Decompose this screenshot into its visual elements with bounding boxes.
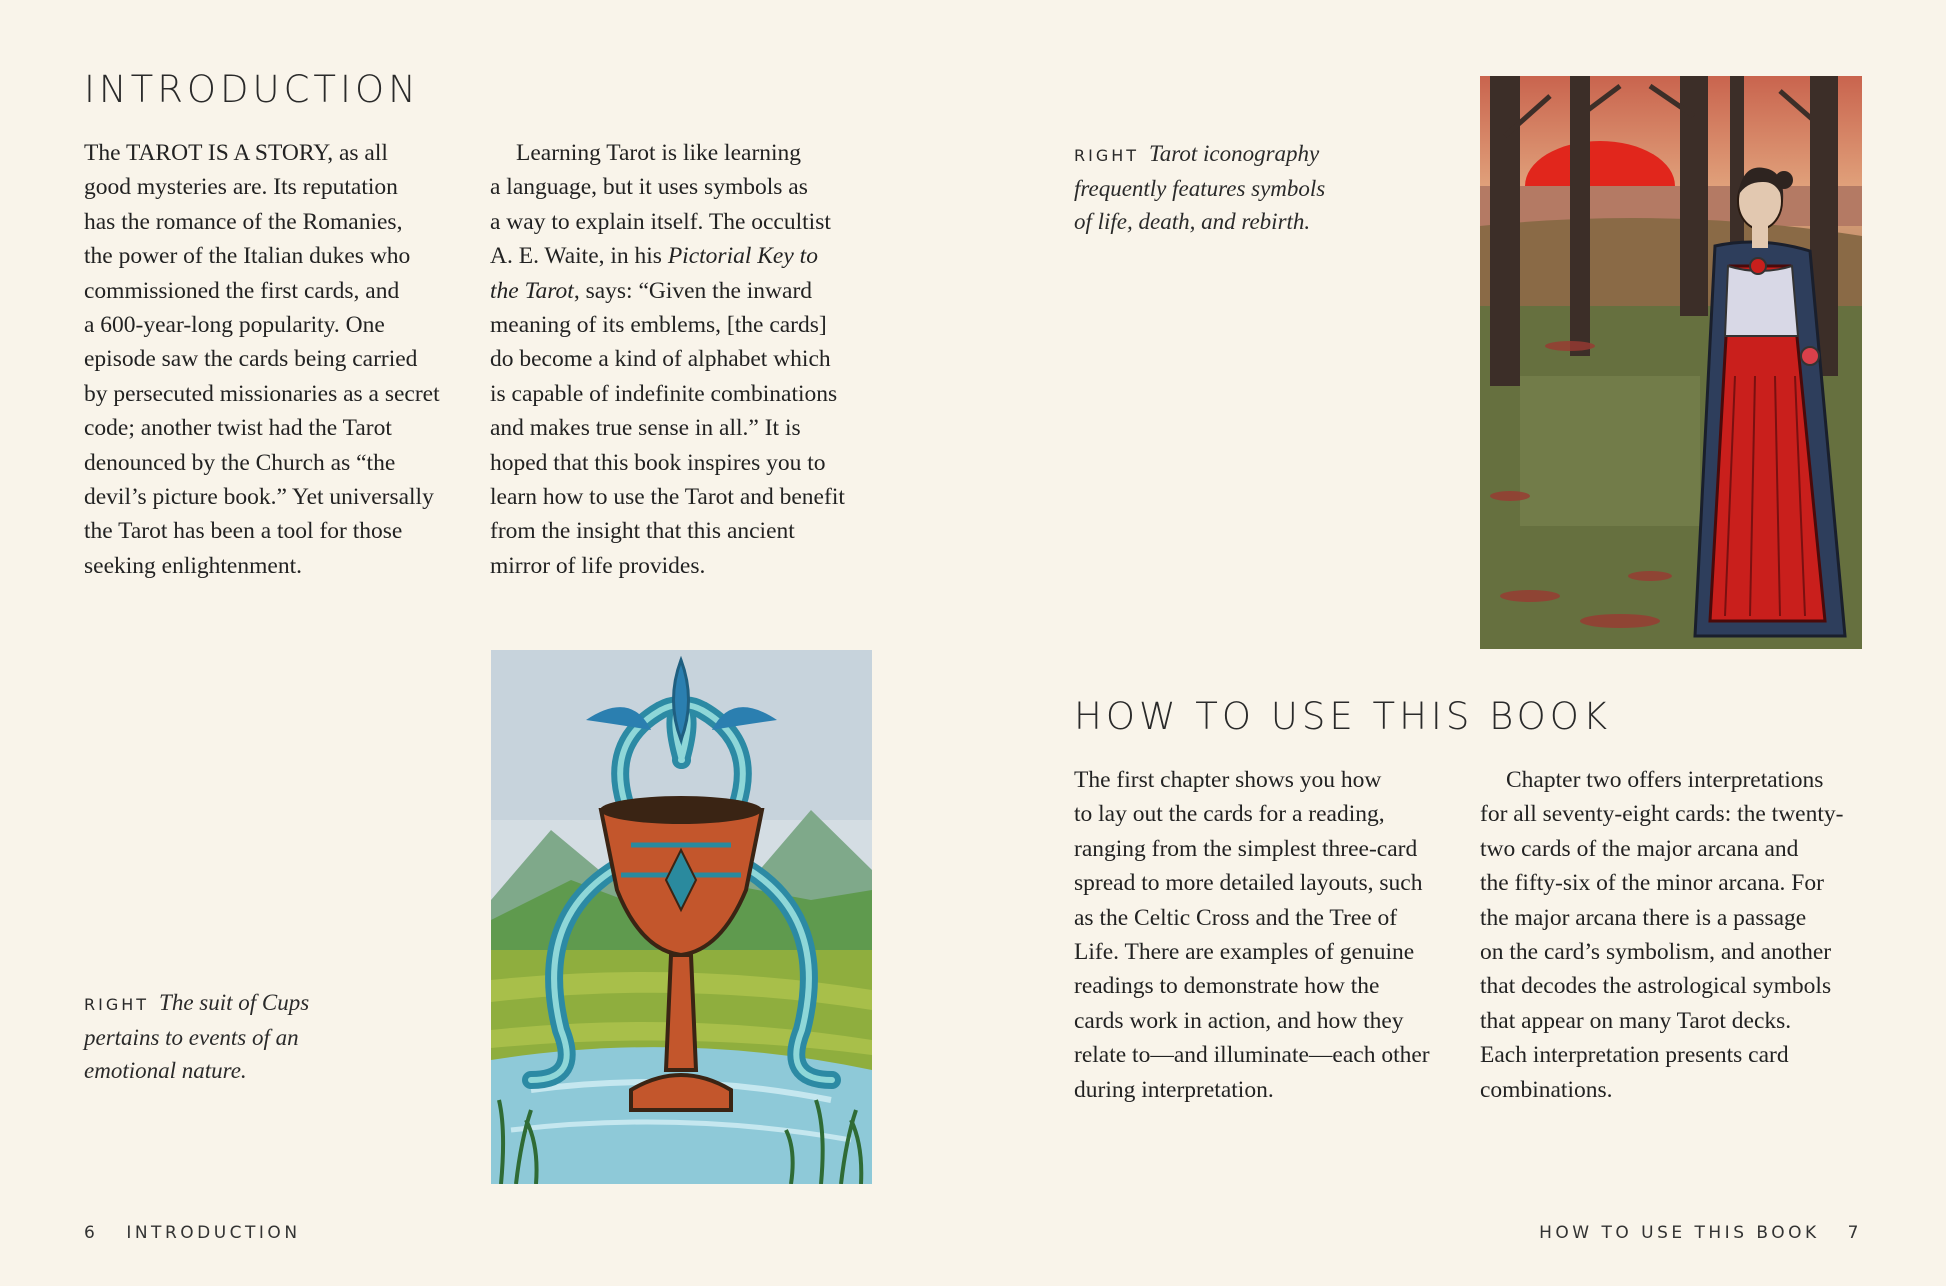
text-line: Learning Tarot is like learning — [516, 140, 802, 166]
text-line: to lay out the cards for a reading, — [1074, 801, 1385, 828]
text-line: readings to demonstrate how the — [1074, 973, 1380, 1000]
woman-card-icon — [1480, 76, 1862, 649]
left-footer — [84, 1223, 301, 1243]
caption-label: RIGHT — [84, 995, 150, 1014]
text-line: denounced by the Church as “the — [84, 449, 396, 476]
text-line: The first chapter shows you how — [1074, 767, 1382, 793]
caption-text: pertains to events of an — [84, 1025, 299, 1050]
book-title-italic: Pictorial Key to — [667, 243, 818, 270]
caption-text: frequently features symbols — [1074, 176, 1326, 201]
text-line: a 600-year-long popularity. One — [84, 312, 385, 339]
caption-label: RIGHT — [1074, 146, 1140, 165]
right-footer — [1539, 1223, 1862, 1243]
introduction-column-2 — [490, 136, 890, 583]
running-title: INTRODUCTION — [126, 1223, 301, 1243]
introduction-heading: INTRODUCTION — [84, 68, 420, 111]
text-line: is capable of indefinite combinations — [490, 380, 838, 407]
text-line: on the card’s symbolism, and another — [1480, 939, 1832, 966]
text-line: hoped that this book inspires you to — [490, 449, 826, 476]
cups-caption — [84, 986, 384, 1087]
introduction-column-1 — [84, 136, 464, 583]
text-line: devil’s picture book.” Yet universally — [84, 484, 434, 511]
text-line: mirror of life provides. — [490, 552, 706, 579]
how-to-use-column-2 — [1480, 763, 1900, 1107]
text-line: and makes true sense in all.” It is — [490, 415, 801, 442]
page-number: 6 — [84, 1223, 99, 1243]
text-line: The TAROT IS A STORY, as all — [84, 140, 388, 166]
text-line: spread to more detailed layouts, such — [1074, 870, 1423, 897]
text-line: a way to explain itself. The occultist — [490, 208, 831, 235]
text-line: do become a kind of alphabet which — [490, 346, 831, 373]
woman-card-illustration — [1480, 76, 1862, 649]
text-line: a language, but it uses symbols as — [490, 174, 808, 201]
book-title-italic: the Tarot — [490, 277, 574, 304]
text-line: the fifty-six of the minor arcana. For — [1480, 870, 1824, 897]
text-line: cards work in action, and how they — [1074, 1007, 1404, 1034]
text-line: by persecuted missionaries as a secret — [84, 380, 440, 407]
page-number: 7 — [1847, 1223, 1862, 1243]
caption-text: emotional nature. — [84, 1058, 247, 1083]
text-line: commissioned the first cards, and — [84, 277, 400, 304]
text-line: from the insight that this ancient — [490, 518, 795, 545]
text-line: that appear on many Tarot decks. — [1480, 1007, 1792, 1034]
text-line: two cards of the major arcana and — [1480, 835, 1799, 862]
text-fragment: , says: “Given the inward — [573, 277, 813, 304]
how-to-use-heading: HOW TO USE THIS BOOK — [1074, 695, 1612, 738]
text-line: code; another twist had the Tarot — [84, 415, 392, 442]
text-line: for all seventy-eight cards: the twenty- — [1480, 801, 1844, 828]
text-fragment: A. E. Waite, in his — [490, 243, 668, 270]
text-line: episode saw the cards being carried — [84, 346, 418, 373]
text-line: Each interpretation presents card — [1480, 1042, 1789, 1069]
text-line: during interpretation. — [1074, 1076, 1274, 1103]
text-line: that decodes the astrological symbols — [1480, 973, 1832, 1000]
text-line: meaning of its emblems, [the cards] — [490, 312, 827, 339]
text-line: the major arcana there is a passage — [1480, 904, 1807, 931]
text-line — [490, 274, 890, 308]
text-line: has the romance of the Romanies, — [84, 208, 403, 235]
caption-text: The suit of Cups — [159, 990, 310, 1015]
text-line: seeking enlightenment. — [84, 552, 302, 579]
text-line: combinations. — [1480, 1076, 1613, 1103]
cup-card-icon — [491, 650, 872, 1184]
text-line: relate to—and illuminate—each other — [1074, 1042, 1430, 1069]
iconography-caption — [1074, 137, 1394, 238]
text-line: the power of the Italian dukes who — [84, 243, 411, 270]
text-line: as the Celtic Cross and the Tree of — [1074, 904, 1398, 931]
text-line: good mysteries are. Its reputation — [84, 174, 398, 201]
text-line: ranging from the simplest three-card — [1074, 835, 1418, 862]
how-to-use-column-1 — [1074, 763, 1464, 1107]
text-line: the Tarot has been a tool for those — [84, 518, 403, 545]
text-line — [490, 239, 890, 273]
text-line: Chapter two offers interpretations — [1506, 767, 1824, 793]
running-title: HOW TO USE THIS BOOK — [1539, 1223, 1820, 1243]
cup-card-illustration — [491, 650, 872, 1184]
text-line: learn how to use the Tarot and benefit — [490, 484, 845, 511]
caption-text: Tarot iconography — [1149, 141, 1320, 166]
text-line: Life. There are examples of genuine — [1074, 939, 1415, 966]
caption-text: of life, death, and rebirth. — [1074, 209, 1311, 234]
